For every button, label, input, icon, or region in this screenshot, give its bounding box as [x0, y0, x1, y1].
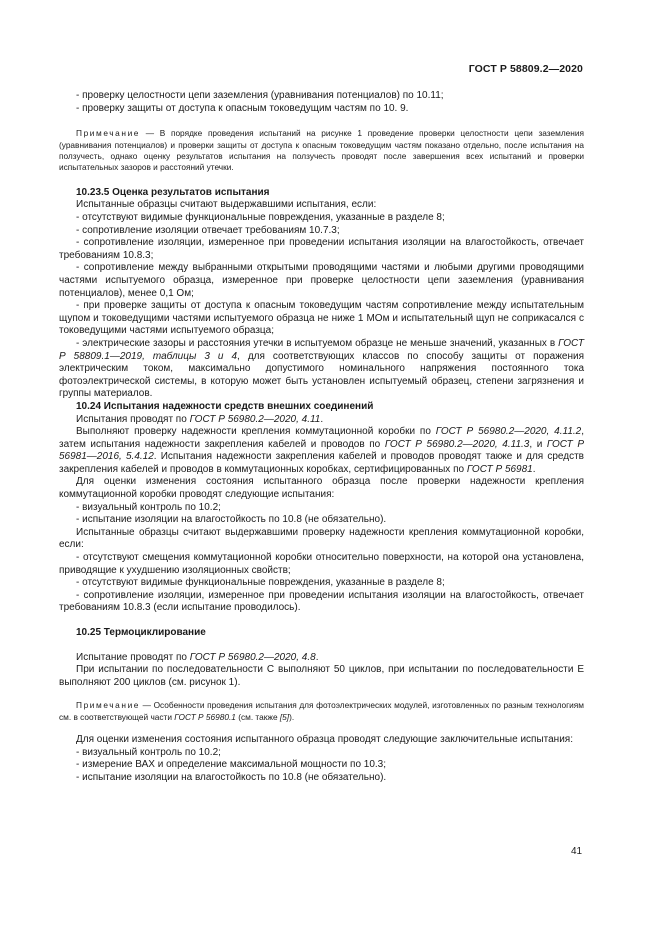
- list-item: - отсутствуют видимые функциональные повреждения, указанные в разделе 8;: [76, 212, 445, 223]
- section-heading: 10.24 Испытания надежности средств внешних соединений: [76, 400, 374, 412]
- note: Примечание — Особенности проведения испытания для фотоэлектрических модулей, изготовленных по разным технологиям см. в соответствующей части ГОСТ Р 56980.1 (см. также [5]).: [59, 700, 584, 722]
- standard-reference: ГОСТ Р 56980.2—2020, 4.11: [189, 413, 321, 425]
- list-item: - проверку защиты от доступа к опасным токоведущим частям по 10. 9.: [76, 102, 409, 114]
- paragraph: При испытании по последовательности С выполняют 50 циклов, при испытании по последовательности Е выполняют 200 циклов (см. рисунок 1).: [59, 664, 584, 688]
- paragraph: Испытанные образцы считают выдержавшими проверку надежности крепления коммутационной коробки, если:: [59, 526, 584, 551]
- note-label: Примечание: [76, 128, 141, 139]
- note-label: Примечание: [76, 700, 141, 711]
- paragraph: Выполняют проверку надежности крепления коммутационной коробки по ГОСТ Р 56980.2—2020, 4.11.2, затем испытания надежности закрепления кабелей и проводов по ГОСТ Р 56980.2—2020, 4.11.3, и ГОСТ Р 56981—2016, 5.4.12. Испытания надежности закрепления кабелей и проводов проводят также и для средств закрепления кабелей и проводов в коммутационных коробках, сертифицированных по ГОСТ Р 56981.: [59, 426, 585, 475]
- document-header: ГОСТ Р 58809.2—2020: [468, 63, 583, 75]
- bibliography-reference: [5]: [279, 711, 290, 722]
- page-number: 41: [571, 846, 583, 857]
- list-item: - отсутствуют видимые функциональные повреждения, указанные в разделе 8;: [76, 577, 445, 589]
- list-item: - сопротивление между выбранными открытыми проводящими частями и любыми другими проводящими частями испытуемого образца, измеренное при проверке целостности цепи заземления (уравнивания потенциалов), менее 0,1 Ом;: [59, 262, 584, 299]
- list-item: - испытание изоляции на влагостойкость по 10.8 (не обязательно).: [76, 514, 387, 526]
- standard-reference: ГОСТ Р 56981—2016, 5.4.12: [59, 438, 585, 463]
- standard-reference: ГОСТ Р 58809.1—2019, таблицы 3 и 4: [59, 337, 585, 362]
- section-heading: 10.23.5 Оценка результатов испытания: [76, 186, 270, 198]
- list-item: - сопротивление изоляции, измеренное при проведении испытания изоляции на влагостойкость, отвечает требованиям 10.8.3 (если испытание проводилось).: [59, 589, 585, 614]
- list-item: - отсутствуют смещения коммутационной коробки относительно поверхности, на которой она установлена, приводящие к ухудшению изоляционных свойств;: [59, 552, 585, 576]
- list-item: - при проверке защиты от доступа к опасным токоведущим частям сопротивление между испытательным щупом и токоведущими частями испытуемого образца не ниже 1 МОм и испытательный щуп не соприкасался с токоведущими частями испытуемого образца;: [59, 300, 584, 337]
- standard-reference: ГОСТ Р 56980.2—2020, 4.11.2: [435, 426, 582, 438]
- list-item: - сопротивление изоляции отвечает требованиям 10.7.3;: [76, 224, 340, 236]
- list-item: - электрические зазоры и расстояния утечки в испытуемом образце не меньше значений, указанных в ГОСТ Р 58809.1—2019, таблицы 3 и 4, для соответствующих классов по способу защиты от поражения электрическим током, максимально допустимого номинального напряжения постоянного тока фотоэлектрической системы, в которую может быть установлен испытуемый образец, степени загрязнения и группы материалов.: [59, 337, 585, 400]
- paragraph: Испытанные образцы считают выдержавшими испытания, если:: [76, 199, 377, 211]
- standard-reference: ГОСТ Р 56980.2—2020, 4.11.3: [384, 438, 530, 450]
- standard-reference: ГОСТ Р 56980.2—2020, 4.8: [189, 651, 316, 663]
- paragraph: Для оценки изменения состояния испытанного образца проводят следующие заключительные испытания:: [76, 734, 573, 746]
- note: Примечание — В порядке проведения испытаний на рисунке 1 проведение проверки целостности цепи заземления (уравнивания потенциалов) и проверки защиты от доступа к опасным токоведущим частям показано отдельно, после испытания на ползучесть, однако оценку результатов испытания на ползучесть проводят после завершения всех испытаний и проверки испытательных зазоров и расстояний утечки.: [59, 128, 584, 173]
- standard-reference: ГОСТ Р 56981: [466, 463, 533, 475]
- list-item: - испытание изоляции на влагостойкость по 10.8 (не обязательно).: [76, 771, 387, 783]
- paragraph: Испытания проводят по ГОСТ Р 56980.2—2020, 4.11.: [76, 413, 324, 425]
- list-item: - визуальный контроль по 10.2;: [76, 501, 221, 513]
- list-item: - визуальный контроль по 10.2;: [76, 746, 221, 758]
- standard-reference: ГОСТ Р 56980.1: [174, 711, 236, 722]
- list-item: - сопротивление изоляции, измеренное при проведении испытания изоляции на влагостойкость, отвечает требованиям 10.8.3;: [59, 237, 585, 261]
- list-item: - проверку целостности цепи заземления (уравнивания потенциалов) по 10.11;: [76, 90, 444, 101]
- paragraph: Для оценки изменения состояния испытанного образца после проверки надежности крепления коммутационной коробки проводят следующие испытания:: [59, 476, 584, 501]
- document-body: [59, 90, 584, 785]
- list-item: - измерение ВАХ и определение максимальной мощности по 10.3;: [76, 759, 387, 771]
- section-heading: 10.25 Термоциклирование: [76, 627, 206, 638]
- paragraph: Испытание проводят по ГОСТ Р 56980.2—2020, 4.8.: [76, 651, 319, 663]
